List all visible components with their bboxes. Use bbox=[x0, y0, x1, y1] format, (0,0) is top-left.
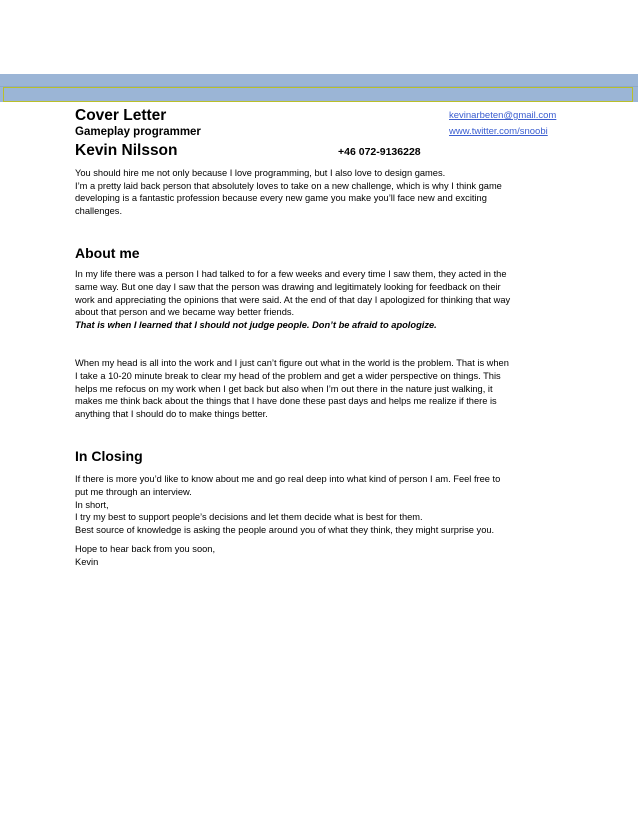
closing-heading: In Closing bbox=[75, 448, 143, 465]
signature-name: Kevin bbox=[75, 556, 99, 567]
closing-line: put me through an interview. bbox=[75, 486, 192, 497]
about-line: I take a 10-20 minute break to clear my head of the problem and get a wider perspective on things. This bbox=[75, 370, 501, 381]
document-body bbox=[75, 107, 565, 568]
email-link[interactable]: kevinarbeten@gmail.com bbox=[449, 110, 557, 121]
intro-line: I’m a pretty laid back person that absolutely loves to take on a new challenge, which is why I think game bbox=[75, 180, 502, 191]
closing-line: Best source of knowledge is asking the people around you of what they think, they might surprise you. bbox=[75, 524, 495, 535]
signoff-line: Hope to hear back from you soon, bbox=[75, 544, 216, 555]
about-line: same way. But one day I saw that the person was drawing and legitimately looking for feedback on their bbox=[75, 281, 501, 292]
title-row bbox=[75, 107, 565, 124]
about-line: makes me think back about the things that I have done these past days and helps me realize if there is bbox=[75, 396, 497, 407]
signoff bbox=[75, 543, 565, 568]
closing-line: If there is more you’d like to know about me and go real deep into what kind of person I am. Feel free to bbox=[75, 474, 501, 485]
about-paragraph-2 bbox=[75, 357, 565, 420]
subtitle-row bbox=[75, 124, 565, 141]
about-line: In my life there was a person I had talked to for a few weeks and every time I saw them, they acted in the bbox=[75, 269, 507, 280]
intro-line: developing is a fantastic profession because every new game you make you’ll face new and exciting bbox=[75, 193, 487, 204]
document-title: Cover Letter bbox=[75, 107, 167, 124]
closing-line: In short, bbox=[75, 499, 109, 510]
about-line: When my head is all into the work and I just can’t figure out what in the world is the problem. That is when bbox=[75, 358, 509, 369]
banner-frame bbox=[3, 87, 633, 102]
about-paragraph-1 bbox=[75, 268, 565, 331]
closing-line: I try my best to support people’s decisions and let them decide what is best for them. bbox=[75, 512, 423, 523]
phone-number: +46 072-9136228 bbox=[338, 146, 421, 158]
about-line: about that person and we became way better friends. bbox=[75, 307, 295, 318]
about-line: anything that I should do to make things better. bbox=[75, 408, 268, 419]
about-line: helps me refocus on my work when I get back but also when I’m out there in the nature just walking, it bbox=[75, 383, 493, 394]
applicant-name: Kevin Nilsson bbox=[75, 142, 178, 159]
twitter-link[interactable]: www.twitter.com/snoobi bbox=[449, 126, 548, 137]
intro-line: challenges. bbox=[75, 205, 123, 216]
about-quote: That is when I learned that I should not judge people. Don’t be afraid to apologize. bbox=[75, 319, 437, 330]
about-heading: About me bbox=[75, 245, 140, 262]
header-banner bbox=[0, 74, 638, 86]
intro-paragraph bbox=[75, 167, 565, 217]
about-line: work and appreciating the opinions that were said. At the end of that day I apologized for thinking that way bbox=[75, 294, 511, 305]
name-row bbox=[75, 141, 565, 160]
closing-paragraph bbox=[75, 473, 565, 536]
job-title: Gameplay programmer bbox=[75, 126, 201, 138]
intro-line: You should hire me not only because I love programming, but I also love to design games. bbox=[75, 168, 446, 178]
